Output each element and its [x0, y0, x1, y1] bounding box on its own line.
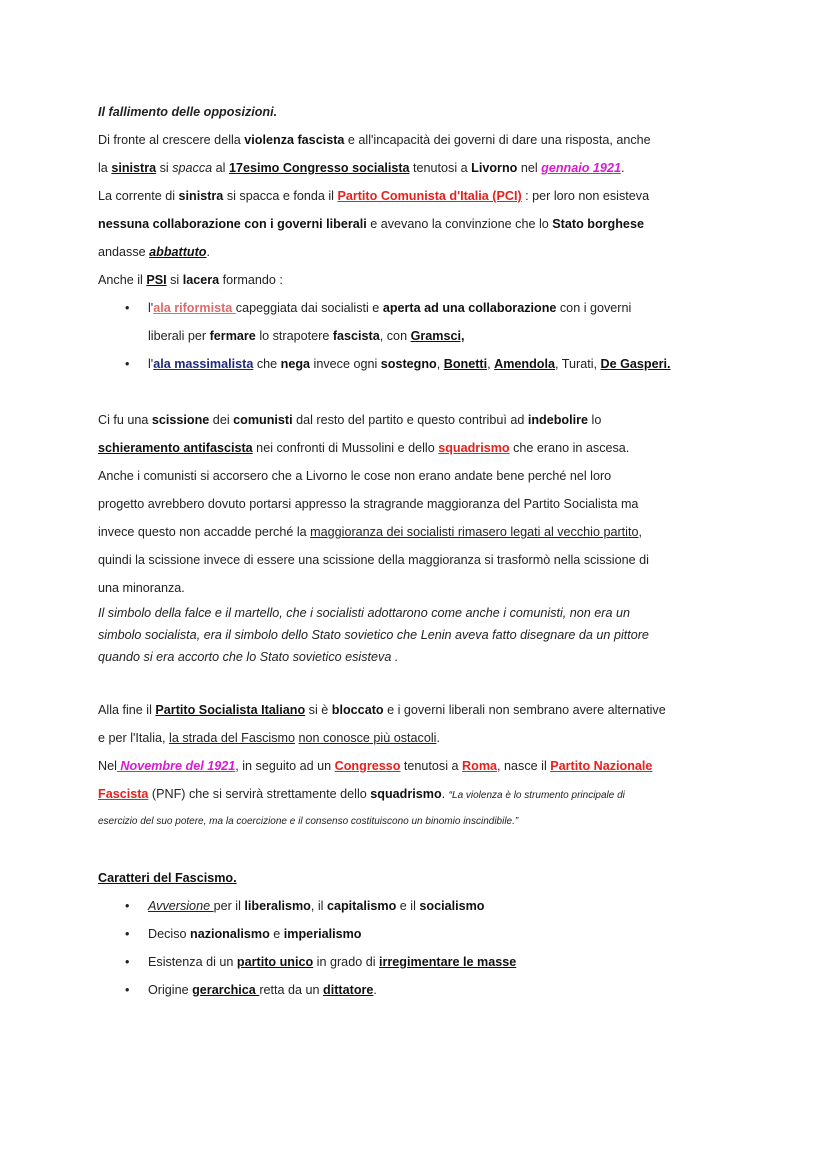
- text: per il: [213, 899, 245, 913]
- text: .: [436, 731, 440, 745]
- text: , Turati,: [555, 357, 601, 371]
- text: e avevano la convinzione che lo: [366, 217, 553, 231]
- text: l': [148, 357, 154, 371]
- bullet-icon: •: [125, 301, 130, 315]
- date-highlight: gennaio 1921: [541, 161, 621, 175]
- text: retta da un: [259, 983, 324, 997]
- underlined-text: non conosce più ostacoli: [298, 731, 437, 745]
- document-page: [98, 98, 738, 1004]
- bold-text: nessuna collaborazione con i governi liberali: [98, 217, 367, 231]
- text: invece questo non accadde perché la: [98, 525, 311, 539]
- paragraph-line: [98, 266, 738, 294]
- text: dei: [209, 413, 234, 427]
- paragraph-line: quindi la scissione invece di essere una scissione della maggioranza si trasformò nella scissione di: [98, 553, 649, 567]
- keyword: Gramsci,: [410, 329, 465, 343]
- paragraph-line: [98, 154, 738, 182]
- text: l': [148, 301, 154, 315]
- text: in grado di: [313, 955, 379, 969]
- bold-text: scissione: [151, 413, 210, 427]
- text: Anche il: [98, 273, 147, 287]
- spacer: [98, 668, 738, 696]
- text: la: [98, 161, 112, 175]
- text: , il: [310, 899, 327, 913]
- bold-text: capitalismo: [326, 899, 397, 913]
- text: si è: [305, 703, 332, 717]
- bold-text: sostegno: [380, 357, 437, 371]
- text: .: [620, 161, 625, 175]
- keyword-highlight: Roma: [462, 759, 498, 773]
- italic-text: Avversione: [148, 899, 214, 913]
- keyword: schieramento antifascista: [98, 441, 253, 455]
- list-item: [98, 976, 738, 1004]
- spacer: [98, 378, 738, 406]
- underlined-text: maggioranza dei socialisti rimasero legati al vecchio partito: [310, 525, 639, 539]
- keyword: irregimentare le masse: [379, 955, 517, 969]
- text: ,: [487, 357, 495, 371]
- text: , con: [379, 329, 411, 343]
- text: dal resto del partito e questo contribuì ad: [292, 413, 528, 427]
- keyword: 17esimo Congresso socialista: [228, 161, 410, 175]
- bold-text: squadrismo: [370, 787, 442, 801]
- party-highlight: Partito Comunista d'Italia (PCI): [337, 189, 522, 203]
- text: si: [156, 161, 173, 175]
- text: La corrente di: [98, 189, 179, 203]
- keyword: PSI: [146, 273, 167, 287]
- text: formando :: [219, 273, 283, 287]
- bullet-list: [98, 892, 738, 1004]
- list-item-continuation: [98, 322, 738, 350]
- text: nei confronti di Mussolini e dello: [252, 441, 439, 455]
- text: , nasce il: [497, 759, 551, 773]
- page-title: Il fallimento delle opposizioni.: [98, 105, 278, 119]
- text: (PNF) che si servirà strettamente dello: [148, 787, 371, 801]
- quote-text: “La violenza è lo strumento principale di: [448, 790, 625, 801]
- keyword: Bonetti: [443, 357, 488, 371]
- text: e i governi liberali non sembrano avere alternative: [383, 703, 666, 717]
- paragraph-line: [98, 724, 738, 752]
- italic-note: simbolo socialista, era il simbolo dello Stato sovietico che Lenin aveva fatto disegnare da un pittore: [98, 628, 649, 642]
- paragraph-line: Anche i comunisti si accorsero che a Livorno le cose non erano andate bene perché nel loro: [98, 469, 612, 483]
- paragraph-line: [98, 696, 738, 724]
- paragraph-line: [98, 126, 738, 154]
- text: .: [441, 787, 449, 801]
- keyword: partito unico: [236, 955, 314, 969]
- bullet-icon: •: [125, 955, 130, 969]
- bold-text: imperialismo: [283, 927, 362, 941]
- paragraph-line: progetto avrebbero dovuto portarsi appresso la stragrande maggioranza del Partito Socialista ma: [98, 497, 639, 511]
- bold-text: Livorno: [471, 161, 518, 175]
- list-item: [98, 350, 738, 378]
- bold-text: socialismo: [419, 899, 485, 913]
- bold-text: nega: [280, 357, 311, 371]
- party-highlight: Partito Nazionale: [550, 759, 653, 773]
- text: nel: [517, 161, 542, 175]
- list-item: [98, 920, 738, 948]
- list-item: [98, 892, 738, 920]
- date-highlight: Novembre del 1921: [116, 759, 236, 773]
- paragraph-line: [98, 406, 738, 434]
- paragraph-line: [98, 752, 738, 780]
- text: Alla fine il: [98, 703, 156, 717]
- text: andasse: [98, 245, 150, 259]
- paragraph-line: [98, 780, 738, 808]
- italic-text: spacca: [172, 161, 213, 175]
- bold-text: indebolire: [527, 413, 589, 427]
- text: che erano in ascesa.: [509, 441, 630, 455]
- text: lo: [588, 413, 602, 427]
- bold-text: comunisti: [233, 413, 293, 427]
- keyword: Partito Socialista Italiano: [155, 703, 306, 717]
- keyword: ala massimalista: [153, 357, 254, 371]
- keyword: Amendola: [494, 357, 556, 371]
- text: e il: [396, 899, 420, 913]
- list-item: [98, 294, 738, 322]
- bold-text: aperta ad una collaborazione: [382, 301, 557, 315]
- paragraph-line: una minoranza.: [98, 581, 185, 595]
- list-item: [98, 948, 738, 976]
- spacer: [98, 836, 738, 864]
- paragraph-line: [98, 210, 738, 238]
- quote-line: esercizio del suo potere, ma la coercizione e il consenso costituiscono un binomio inscindibile.”: [98, 816, 519, 827]
- bold-text: sinistra: [178, 189, 224, 203]
- section-heading: [98, 864, 738, 892]
- text: che: [253, 357, 281, 371]
- text: Esistenza di un: [148, 955, 237, 969]
- paragraph-line: [98, 518, 738, 546]
- text: Di fronte al crescere della: [98, 133, 245, 147]
- keyword-highlight: Congresso: [334, 759, 401, 773]
- text: Ci fu una: [98, 413, 152, 427]
- bold-text: violenza fascista: [244, 133, 345, 147]
- text: e per l'Italia,: [98, 731, 170, 745]
- keyword: De Gasperi.: [600, 357, 671, 371]
- paragraph-line: [98, 182, 738, 210]
- text: liberali per: [148, 329, 210, 343]
- keyword: gerarchica: [192, 983, 260, 997]
- bold-text: liberalismo: [244, 899, 311, 913]
- text: lo strapotere: [255, 329, 333, 343]
- paragraph-line: [98, 238, 738, 266]
- text: Nel: [98, 759, 117, 773]
- text: con i governi: [556, 301, 632, 315]
- text: : per loro non esisteva: [521, 189, 650, 203]
- text: si spacca e fonda il: [223, 189, 338, 203]
- text: tenutosi a: [409, 161, 472, 175]
- text: , in seguito ad un: [235, 759, 335, 773]
- bold-text: nazionalismo: [190, 927, 270, 941]
- text: al: [212, 161, 229, 175]
- bold-text: fascista: [332, 329, 380, 343]
- bold-text: fermare: [209, 329, 256, 343]
- keyword: dittatore: [323, 983, 374, 997]
- text: Deciso: [148, 927, 190, 941]
- bullet-icon: •: [125, 357, 130, 371]
- text: ,: [638, 525, 642, 539]
- text: e all'incapacità dei governi di dare una risposta, anche: [344, 133, 651, 147]
- text: capeggiata dai socialisti e: [235, 301, 383, 315]
- text: tenutosi a: [400, 759, 463, 773]
- bullet-icon: •: [125, 899, 130, 913]
- bold-text: lacera: [182, 273, 220, 287]
- bold-text: bloccato: [331, 703, 384, 717]
- text: invece ogni: [310, 357, 381, 371]
- party-highlight: Fascista: [98, 787, 149, 801]
- text: .: [206, 245, 210, 259]
- keyword-highlight: squadrismo: [438, 441, 510, 455]
- bullet-list: [98, 294, 738, 378]
- text: Origine: [148, 983, 193, 997]
- text: si: [166, 273, 183, 287]
- keyword: sinistra: [111, 161, 157, 175]
- bullet-icon: •: [125, 927, 130, 941]
- bullet-icon: •: [125, 983, 130, 997]
- italic-note: quando si era accorto che lo Stato sovietico esisteva .: [98, 650, 399, 664]
- text: .: [373, 983, 377, 997]
- text: e: [269, 927, 284, 941]
- text: ,: [436, 357, 444, 371]
- section-title: Caratteri del Fascismo.: [98, 871, 237, 885]
- keyword: abbattuto: [149, 245, 207, 259]
- italic-note: Il simbolo della falce e il martello, che i socialisti adottarono come anche i comunisti, non era un: [98, 606, 631, 620]
- bold-text: Stato borghese: [552, 217, 644, 231]
- underlined-text: la strada del Fascismo: [169, 731, 296, 745]
- keyword: ala riformista: [153, 301, 236, 315]
- paragraph-line: [98, 434, 738, 462]
